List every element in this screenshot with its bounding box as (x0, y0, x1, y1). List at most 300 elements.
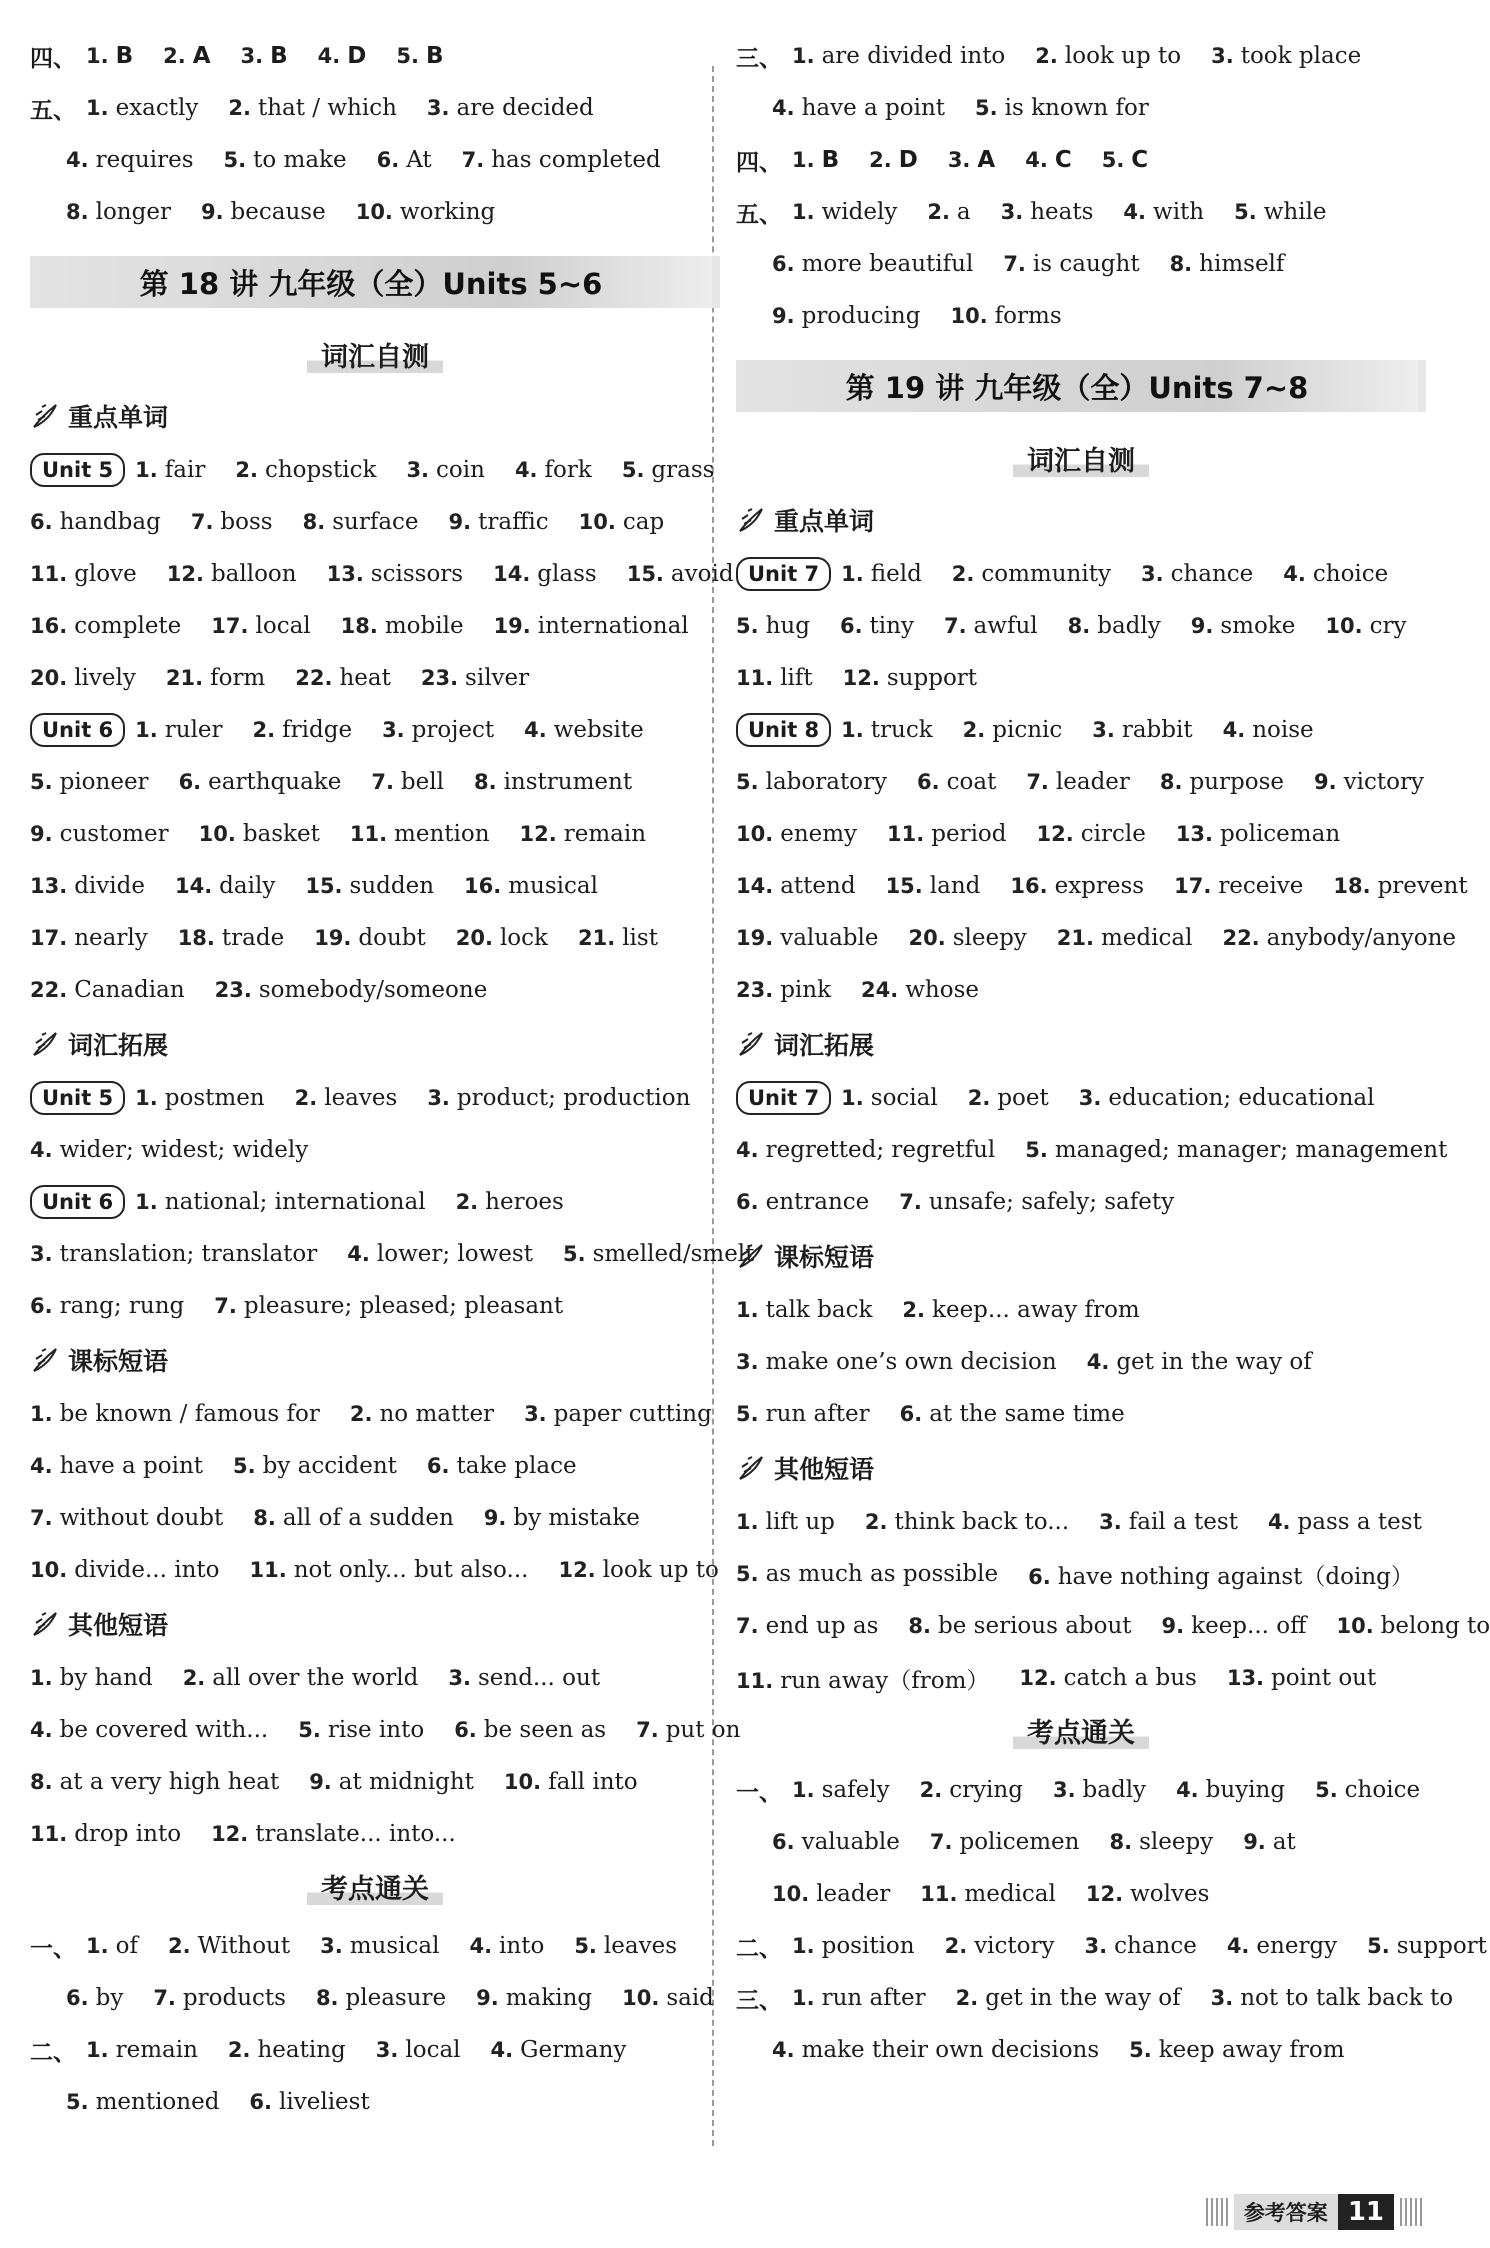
answer-item (201, 199, 326, 225)
answer: to make (253, 147, 347, 173)
answer-item (356, 199, 496, 225)
answer-row (736, 1764, 1426, 1816)
quill-icon (30, 1345, 60, 1375)
answer-item: 22. heat (295, 665, 391, 691)
answer-row (30, 444, 720, 496)
answer-item: 2. victory (944, 1933, 1055, 1959)
answer-item: 2. community (951, 561, 1111, 587)
item-number: 1. (736, 1298, 759, 1322)
item-number: 3. (1099, 1510, 1122, 1534)
item-number: 10. (355, 200, 393, 224)
answer-item: 7. is caught (1003, 251, 1140, 277)
item-number: 12. (166, 562, 204, 586)
answer-row (736, 912, 1457, 964)
item-number: 3. (1000, 200, 1024, 224)
section-heading: 考点通关 (736, 1704, 1426, 1764)
item-number: 6. (736, 1190, 759, 1214)
section-label: 四、 (736, 149, 782, 176)
item-number: 4. (772, 2038, 795, 2062)
answer-row (736, 1600, 1490, 1652)
section-heading: 词汇自测 (30, 328, 720, 388)
answer-row (736, 82, 1426, 134)
section-heading: 考点通关 (30, 1860, 720, 1920)
answer-item: 7. products (153, 1985, 286, 2011)
item-number: 1. (30, 1402, 53, 1426)
answer-item: 6. handbag (30, 509, 161, 535)
item-number: 3. (1210, 1986, 1234, 2010)
item-number: 12. (1085, 1882, 1124, 1906)
quill-icon (30, 401, 60, 431)
answer-row (30, 30, 720, 82)
category-heading: 词汇拓展 (736, 1016, 1426, 1072)
item-number: 6. (772, 1830, 795, 1854)
answer-item: 6. coat (917, 769, 997, 795)
answer-item: 5. by accident (233, 1453, 397, 1479)
answer-row (30, 548, 734, 600)
answer: working (399, 199, 496, 225)
answer-item (86, 95, 198, 121)
answer: requires (95, 147, 194, 173)
answer-item: 1. run after (792, 1985, 926, 2011)
answer-item: 7. pleasure; pleased; pleasant (214, 1293, 564, 1319)
answer: has completed (491, 147, 661, 173)
answer-item (66, 147, 194, 173)
answer-item: 9. smoke (1190, 613, 1296, 639)
item-number: 2. (294, 1086, 318, 1110)
item-number: 1. (841, 562, 864, 586)
answer-item (241, 43, 288, 69)
answer-row (30, 1440, 720, 1492)
answer-item: 18. trade (177, 925, 285, 951)
item-number: 3. (375, 2038, 399, 2062)
answer-item: 6. by (66, 1985, 124, 2011)
answer-row (736, 808, 1426, 860)
answer-item: 23. pink (736, 977, 832, 1003)
item-number: 2. (252, 718, 276, 742)
answer-item: 1. by hand (30, 1665, 153, 1691)
answer-item: 5. managed; manager; management (1025, 1137, 1448, 1163)
item-number: 20. (908, 926, 946, 950)
item-number: 7. (461, 148, 485, 172)
answer-item: 5. grass (621, 457, 715, 483)
answer-item: 5. pioneer (30, 769, 149, 795)
right-column (736, 0, 1490, 2076)
answer-item: 5. keep away from (1129, 2037, 1345, 2063)
item-number: 9. (1314, 770, 1337, 794)
answer-item: 1. talk back (736, 1297, 873, 1323)
answer-item: 10. enemy (736, 821, 858, 847)
answer-row (736, 186, 1426, 238)
item-number: 16. (1010, 874, 1048, 898)
item-number: 2. (955, 1986, 979, 2010)
answer-item: 18. prevent (1333, 873, 1468, 899)
category-heading: 课标短语 (30, 1332, 720, 1388)
item-number: 4. (30, 1454, 53, 1478)
answer-row (30, 1492, 720, 1544)
answer-row (30, 1544, 720, 1596)
unit-badge: Unit 6 (30, 1185, 125, 1219)
answer-item: 20. lively (30, 665, 136, 691)
item-number: 1. (86, 44, 109, 68)
answer-row (30, 1652, 720, 1704)
item-number: 8. (908, 1614, 932, 1638)
answer-item: 5. as much as possible (736, 1561, 999, 1587)
answer-item: 3. took place (1211, 43, 1362, 69)
item-number: 2. (167, 1934, 191, 1958)
item-number: 13. (1226, 1666, 1265, 1690)
item-number: 9. (309, 1770, 332, 1794)
item-number: 9. (1161, 1614, 1185, 1638)
item-number: 2. (919, 1778, 943, 1802)
unit-badge: Unit 8 (736, 713, 831, 747)
item-number: 5. (233, 1454, 256, 1478)
answer-item: 9. producing (772, 303, 921, 329)
item-number: 8. (302, 510, 326, 534)
unit-badge: Unit 5 (30, 1081, 125, 1115)
item-number: 3. (1078, 1086, 1102, 1110)
answer-item (396, 43, 443, 69)
answer-item: 8. sleepy (1109, 1829, 1214, 1855)
answer-item: 22. anybody/anyone (1222, 925, 1457, 951)
item-number: 15. (885, 874, 923, 898)
quill-icon (736, 1241, 766, 1271)
item-number: 20. (455, 926, 493, 950)
answer-row (736, 1124, 1448, 1176)
section-label: 二、 (30, 2039, 76, 2066)
item-number: 3. (30, 1242, 53, 1266)
answer-row (30, 1124, 720, 1176)
item-number: 4. (1222, 718, 1246, 742)
answer-item: 1. widely (792, 199, 898, 225)
item-number: 9. (30, 822, 53, 846)
answer: are decided (456, 95, 594, 121)
answer-item: 1. B (792, 147, 840, 173)
answer-item: 4. website (524, 717, 644, 743)
category-heading: 重点单词 (30, 388, 720, 444)
item-number: 7. (899, 1190, 922, 1214)
item-number: 15. (305, 874, 343, 898)
item-number: 6. (66, 1986, 89, 2010)
answer-item: 2. crying (919, 1777, 1023, 1803)
answer-item: 12. translate... into... (211, 1821, 456, 1847)
answer-row (30, 860, 720, 912)
item-number: 8. (315, 1986, 339, 2010)
item-number: 11. (349, 822, 388, 846)
item-number: 3. (382, 718, 405, 742)
unit-badge: Unit 7 (736, 557, 831, 591)
answer-row (30, 1388, 720, 1440)
answer-item: 22. Canadian (30, 977, 185, 1003)
item-number: 4. (30, 1718, 53, 1742)
answer-row (30, 912, 720, 964)
item-number: 23. (214, 978, 252, 1002)
answer-row (30, 1072, 720, 1124)
item-number: 11. (736, 1668, 774, 1693)
answer-item: 10. said (622, 1985, 714, 2011)
answer-item: 13. scissors (326, 561, 464, 587)
answer-item: 3. project (382, 717, 495, 743)
item-number: 10. (198, 822, 236, 846)
dots-decoration (1400, 2198, 1422, 2226)
answer-item: 8. surface (302, 509, 419, 535)
item-number: 10. (503, 1770, 542, 1794)
answer-item: 5. leaves (574, 1933, 677, 1959)
answer-row (30, 1920, 720, 1972)
item-number: 8. (253, 1506, 276, 1530)
item-number: 19. (314, 926, 352, 950)
item-number: 22. (30, 978, 68, 1002)
answer-item: 4. energy (1226, 1933, 1338, 1959)
item-number: 4. (347, 1242, 370, 1266)
answer-row (30, 704, 720, 756)
answer-item: 6. be seen as (454, 1717, 607, 1743)
item-number: 10. (578, 510, 616, 534)
answer-item: 5. hug (736, 613, 810, 639)
item-number: 2. (227, 2038, 251, 2062)
item-number: 3. (1140, 562, 1164, 586)
answer-row (30, 2024, 720, 2076)
answer-item: 14. glass (493, 561, 597, 587)
answer-item: 4. with (1123, 199, 1205, 225)
item-number: 8. (1067, 614, 1091, 638)
answer-item: 17. receive (1174, 873, 1304, 899)
answer: B (115, 43, 134, 69)
answer-item: 3. paper cutting (524, 1401, 712, 1427)
item-number: 3. (240, 44, 264, 68)
item-number: 12. (519, 822, 557, 846)
section-label: 二、 (736, 1935, 782, 1962)
answer-item: 4. have a point (30, 1453, 204, 1479)
item-number: 4. (772, 96, 795, 120)
item-number: 3. (1211, 44, 1234, 68)
item-number: 18. (177, 926, 215, 950)
answer-item: 8. all of a sudden (253, 1505, 454, 1531)
answer-item: 3. fail a test (1099, 1509, 1238, 1535)
answer-item: 10. leader (772, 1881, 891, 1907)
item-number: 18. (1333, 874, 1371, 898)
answer-item: 2. picnic (962, 717, 1063, 743)
answer-item (224, 147, 347, 173)
item-number: 6. (772, 252, 795, 276)
answer-item: 6. take place (426, 1453, 577, 1479)
item-number: 1. (135, 1190, 158, 1214)
answer-row (736, 1496, 1426, 1548)
item-number: 9. (200, 200, 224, 224)
item-number: 2. (967, 1086, 991, 1110)
item-number: 2. (455, 1190, 479, 1214)
answer-item: 4. Germany (490, 2037, 627, 2063)
page-number: 11 (1338, 2194, 1394, 2230)
answer-row (736, 30, 1426, 82)
answer-row (736, 1816, 1426, 1868)
answer-row (736, 548, 1426, 600)
answer-item: 9. traffic (448, 509, 549, 535)
answer-item: 14. daily (174, 873, 276, 899)
item-number: 5. (562, 1242, 586, 1266)
item-number: 12. (1019, 1666, 1057, 1690)
answer-row (30, 652, 720, 704)
item-number: 7. (153, 1986, 176, 2010)
answer-item: 6. liveliest (249, 2089, 370, 2115)
item-number: 21. (577, 926, 616, 950)
answer-item: 5. is known for (975, 95, 1149, 121)
answer-item: 11. drop into (30, 1821, 182, 1847)
answer-item: 3. make one’s own decision (736, 1349, 1057, 1375)
answer-item: 13. divide (30, 873, 145, 899)
item-number: 5. (1367, 1934, 1390, 1958)
item-number: 21. (165, 666, 204, 690)
answer-item: 9. victory (1314, 769, 1424, 795)
item-number: 10. (30, 1558, 68, 1582)
answer-item: 11. medical (920, 1881, 1056, 1907)
answer-item: 7. boss (190, 509, 273, 535)
answer-item: 7. leader (1026, 769, 1130, 795)
quill-icon (30, 1029, 60, 1059)
item-number: 22. (1222, 926, 1260, 950)
item-number: 7. (214, 1294, 237, 1318)
answer-item: 8. pleasure (315, 1985, 447, 2011)
answer-item: 9. making (476, 1985, 593, 2011)
item-number: 6. (1028, 1564, 1051, 1589)
item-number: 7. (636, 1718, 659, 1742)
answer-row (30, 82, 720, 134)
item-number: 21. (1056, 926, 1094, 950)
item-number: 13. (30, 874, 68, 898)
item-number: 19. (736, 926, 774, 950)
answer-item: 15. sudden (305, 873, 435, 899)
answer-item: 19. doubt (314, 925, 426, 951)
answer-item: 2. all over the world (182, 1665, 419, 1691)
item-number: 4. (514, 458, 538, 482)
item-number: 7. (736, 1614, 759, 1638)
answer-row (736, 290, 1426, 342)
answer-row (736, 1652, 1426, 1704)
item-number: 12. (1036, 822, 1074, 846)
answer-item: 4. into (469, 1933, 545, 1959)
answer: that / which (257, 95, 397, 121)
category-heading: 其他短语 (30, 1596, 720, 1652)
item-number: 23. (736, 978, 774, 1002)
answer-item: 3. send... out (448, 1665, 601, 1691)
answer-row (736, 1548, 1426, 1600)
item-number: 1. (792, 200, 815, 224)
answer-item: 4. C (1025, 147, 1072, 173)
answer-item: 18. mobile (340, 613, 464, 639)
lesson-title: 第 19 讲 九年级（全）Units 7~8 (736, 360, 1426, 412)
answer-item: 4. choice (1283, 561, 1389, 587)
item-number: 16. (464, 874, 502, 898)
answer-item: 11. glove (30, 561, 137, 587)
answer-item: 11. period (887, 821, 1007, 847)
item-number: 6. (839, 614, 863, 638)
section-label: 三、 (736, 1987, 782, 2014)
item-number: 9. (476, 1986, 499, 2010)
answer-item: 9. at midnight (309, 1769, 474, 1795)
answer-item: 10. cry (1325, 613, 1407, 639)
answer-item: 3. not to talk back to (1210, 1985, 1454, 2011)
answer-item: 4. buying (1176, 1777, 1286, 1803)
answer-item: 3. rabbit (1092, 717, 1193, 743)
answer-item: 21. list (577, 925, 658, 951)
quill-icon (736, 1029, 766, 1059)
item-number: 5. (975, 96, 998, 120)
footer-label: 参考答案 (1234, 2194, 1338, 2230)
item-number: 3. (947, 148, 971, 172)
section-heading: 词汇自测 (736, 432, 1426, 492)
item-number: 12. (558, 1558, 596, 1582)
item-number: 18. (340, 614, 378, 638)
item-number: 5. (574, 1934, 597, 1958)
item-number: 5. (621, 458, 645, 482)
answer-row (30, 186, 720, 238)
answer-item: 4. get in the way of (1086, 1349, 1312, 1375)
answer-item: 2. poet (967, 1085, 1049, 1111)
answer: longer (95, 199, 171, 225)
answer-item: 21. medical (1056, 925, 1193, 951)
section-label: 一、 (736, 1779, 782, 1806)
answer-item: 17. nearly (30, 925, 148, 951)
item-number: 8. (1109, 1830, 1133, 1854)
item-number: 14. (736, 874, 774, 898)
item-number: 2. (962, 718, 986, 742)
item-number: 5. (1315, 1778, 1338, 1802)
item-number: 1. (792, 1778, 815, 1802)
answer-item: 10. basket (198, 821, 320, 847)
item-number: 4. (1123, 200, 1147, 224)
answer-item (228, 95, 397, 121)
item-number: 10. (1325, 614, 1363, 638)
answer-item: 12. look up to (558, 1557, 719, 1583)
answer-row (736, 134, 1426, 186)
answer-item: 7. end up as (736, 1613, 879, 1639)
answer-item: 13. point out (1226, 1665, 1377, 1691)
answer-row (736, 1868, 1426, 1920)
answer-item: 3. translation; translator (30, 1241, 318, 1267)
item-number: 6. (426, 1454, 450, 1478)
answer-item: 8. instrument (473, 769, 633, 795)
answer-item: 24. whose (861, 977, 980, 1003)
item-number: 20. (30, 666, 68, 690)
answer-item: 10. cap (578, 509, 665, 535)
answer-row (30, 134, 720, 186)
answer-item: 11. lift (736, 665, 813, 691)
answer-item: 21. form (165, 665, 266, 691)
answer-item: 3. local (375, 2037, 461, 2063)
answer-item: 3. coin (406, 457, 485, 483)
item-number: 2. (864, 1510, 888, 1534)
answer-item: 10. forms (950, 303, 1062, 329)
item-number: 5. (736, 1402, 759, 1426)
item-number: 8. (473, 770, 497, 794)
item-number: 4. (1086, 1350, 1110, 1374)
answer-item: 1. safely (792, 1777, 890, 1803)
answer-item: 2. no matter (349, 1401, 495, 1427)
answer-item: 1. national; international (135, 1189, 426, 1215)
item-number: 7. (943, 614, 967, 638)
item-number: 2. (869, 148, 892, 172)
answer-item: 6. more beautiful (772, 251, 974, 277)
answer-item: 5. C (1101, 147, 1149, 173)
answer-item: 23. silver (420, 665, 530, 691)
answer-item: 4. have a point (772, 95, 946, 121)
item-number: 7. (1003, 252, 1026, 276)
item-number: 1. (841, 718, 864, 742)
answer-row (30, 1704, 741, 1756)
answer-item: 8. himself (1169, 251, 1285, 277)
answer-item: 12. remain (519, 821, 647, 847)
answer-item: 2. fridge (252, 717, 353, 743)
answer-item: 7. awful (943, 613, 1038, 639)
